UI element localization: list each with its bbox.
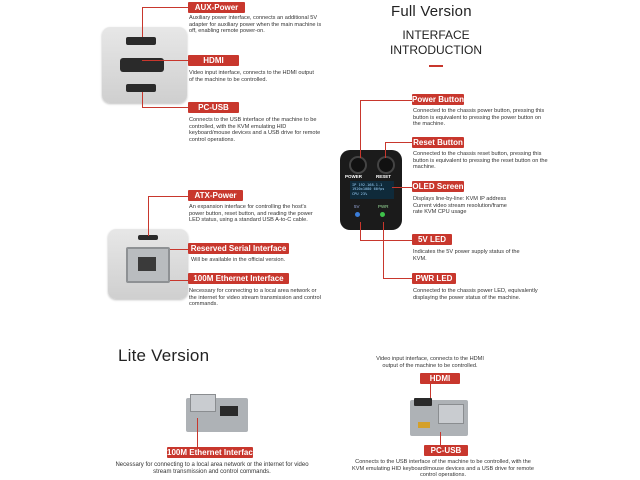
oled-line-2: 1920x1080 60fps <box>352 187 385 192</box>
label-reset-button: Reset Button <box>413 138 463 147</box>
label-aux-power: AUX-Power <box>188 2 245 13</box>
title-underline <box>429 65 443 67</box>
leader-5v-h <box>360 240 412 241</box>
label-atx-power: ATX-Power <box>188 190 243 201</box>
leader-reset-h <box>385 142 412 143</box>
front-panel <box>340 150 402 230</box>
reset-label: RESET <box>376 174 392 179</box>
lite-label-hdmi: HDMI <box>420 373 460 384</box>
desc-pc-usb: Connects to the USB interface of the machine to be controlled, with the KVM emulating HID keyboard/mouse devices and a USB drive for remote control operations. <box>189 117 321 143</box>
desc-ethernet: Necessary for connecting to a local area network or the internet for video stream transmission and control commands. <box>189 288 321 308</box>
leader-atx-h <box>148 196 188 197</box>
led-5v-label: 5V <box>354 204 360 209</box>
led-pwr-indicator <box>380 212 385 217</box>
leader-power-h <box>360 100 412 101</box>
aux-port <box>126 37 156 45</box>
label-pwr-led: PWR LED <box>412 273 456 284</box>
oled-line-3: CPU 23% <box>352 191 368 196</box>
desc-aux-power: Auxiliary power interface, connects an additional 5V adapter for auxiliary power when the main machine is off, enabling remote power-on. <box>189 15 322 35</box>
leader-pcusb-h <box>142 107 188 108</box>
label-hdmi: HDMI <box>188 55 239 66</box>
desc-oled-screen: Displays line-by-line: KVM IP address Current video stream resolution/frame rate KVM CPU usage <box>413 196 507 216</box>
leader-pcusb <box>142 92 143 107</box>
oled-screen <box>350 181 394 199</box>
leader-pwr-h <box>383 278 412 279</box>
desc-hdmi: Video input interface, connects to the HDMI output of the machine to be controlled. <box>189 70 314 83</box>
label-ethernet: 100M Ethernet Interface <box>188 273 289 284</box>
device-back <box>108 229 188 299</box>
lite-board-right <box>410 400 468 436</box>
lite-version-title: Lite Version <box>118 346 210 365</box>
leader-atx <box>148 196 149 236</box>
power-label: POWER <box>345 174 363 179</box>
led-5v-indicator <box>355 212 360 217</box>
lite-desc-ethernet: Necessary for connecting to a local area network or the internet for video stream transmission and control commands. <box>115 462 309 475</box>
led-pwr-label: PWR <box>378 204 389 209</box>
reset-button[interactable] <box>377 156 395 174</box>
leader-lite-pcusb <box>440 432 441 446</box>
lite-label-ethernet: 100M Ethernet Interface <box>167 448 258 457</box>
leader-lite-eth-v <box>197 418 198 448</box>
leader-oled-h <box>392 187 412 188</box>
ethernet-port <box>126 247 170 283</box>
label-oled-screen: OLED Screen <box>412 182 464 191</box>
leader-eth <box>170 280 188 281</box>
label-5v-led: 5V LED <box>412 234 452 245</box>
device-front-top <box>102 27 187 103</box>
oled-line-1: IP 192.168.1.1 <box>352 183 383 187</box>
lite-label-pc-usb: PC-USB <box>424 445 468 456</box>
leader-5v-v <box>360 222 361 240</box>
pc-usb-port <box>126 84 156 92</box>
label-power-button: Power Button <box>412 95 464 104</box>
leader-serial <box>170 249 188 250</box>
interface-intro-line2: INTRODUCTION <box>390 43 482 57</box>
leader-aux-h <box>142 7 188 8</box>
power-button[interactable] <box>349 156 367 174</box>
leader-pwr-v <box>383 222 384 278</box>
desc-pwr-led: Connected to the chassis power LED, equivalently displaying the power status of the machine. <box>413 288 538 301</box>
full-version-title: Full Version <box>391 3 472 20</box>
leader-power-v <box>360 100 361 158</box>
leader-aux <box>142 7 143 37</box>
leader-hdmi <box>142 60 188 61</box>
label-serial: Reserved Serial Interface <box>188 243 289 254</box>
desc-serial: Will be available in the official version. <box>191 257 286 263</box>
desc-atx-power: An expansion interface for controlling the host's power button, reset button, and reading the power LED status, using a standard USB A-to-C cable. <box>189 204 313 224</box>
desc-power-button: Connected to the chassis power button, pressing this button is equivalent to pressing the power button on the machine. <box>413 108 545 128</box>
leader-reset-v <box>385 142 386 158</box>
lite-desc-hdmi: Video input interface, connects to the HDMI output of the machine to be controlled. <box>376 356 484 369</box>
label-pc-usb: PC-USB <box>188 102 239 113</box>
lite-board-left <box>186 398 248 432</box>
desc-5v-led: Indicates the 5V power supply status of the KVM. <box>413 249 520 262</box>
desc-reset-button: Connected to the chassis reset button, pressing this button is equivalent to pressing the reset button on the machine. <box>413 151 548 171</box>
lite-desc-pc-usb: Connects to the USB interface of the machine to be controlled, with the KVM emulating HID keyboard/mouse devices and a USB drive for remote control operations. <box>352 459 534 479</box>
interface-intro-line1: INTERFACE <box>402 28 470 42</box>
